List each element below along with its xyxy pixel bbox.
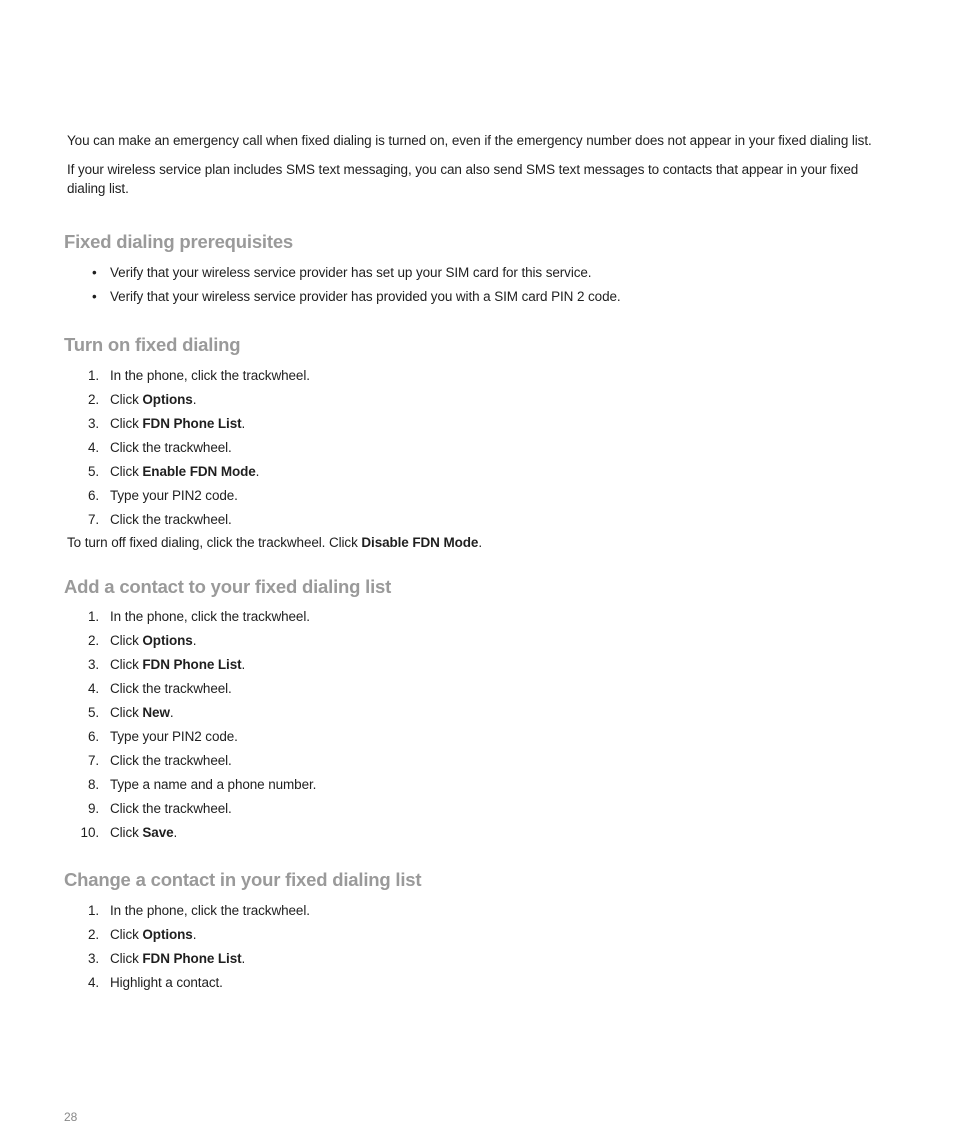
heading-change-contact: Change a contact in your fixed dialing list: [64, 869, 422, 890]
step-text-plain: Click: [110, 951, 143, 966]
step-number: 8.: [87, 777, 99, 792]
step-text-plain: Click the trackwheel.: [110, 753, 232, 768]
step-number: 2.: [87, 927, 99, 942]
step-text-plain: In the phone, click the trackwheel.: [110, 903, 310, 918]
step-text: [110, 751, 232, 770]
step-number: 9.: [87, 801, 99, 816]
step-text-end: .: [192, 633, 197, 648]
step-text-plain: Click the trackwheel.: [110, 681, 232, 696]
step-text-plain: Click: [110, 825, 143, 840]
turn-off-note-text: To turn off fixed dialing, click the trackwheel. Click: [67, 535, 362, 550]
step-text-end: .: [255, 464, 260, 479]
step-text: [110, 462, 259, 481]
step-number: 3.: [87, 657, 99, 672]
step-text-plain: Click: [110, 392, 143, 407]
step-text: [110, 366, 310, 385]
step-number: 3.: [87, 416, 99, 431]
step-text-end: .: [241, 416, 246, 431]
step-text: [110, 510, 232, 529]
step-text-bold: New: [142, 705, 170, 720]
heading-turn-on-fixed-dialing: Turn on fixed dialing: [64, 334, 241, 355]
intro-paragraph-emergency: You can make an emergency call when fixed dialing is turned on, even if the emergency number does not appear in your fixed dialing list.: [67, 133, 872, 148]
step-text: [110, 414, 245, 433]
step-text-plain: Click: [110, 416, 143, 431]
step-text-plain: In the phone, click the trackwheel.: [110, 368, 310, 383]
step-text-bold: Enable FDN Mode: [142, 464, 256, 479]
step-text: [110, 727, 238, 746]
step-text-plain: Click: [110, 633, 143, 648]
step-text-bold: FDN Phone List: [142, 416, 242, 431]
step-number: 10.: [80, 825, 99, 840]
step-text: [110, 390, 196, 409]
step-text: [110, 607, 310, 626]
step-text-plain: Click the trackwheel.: [110, 801, 232, 816]
step-number: 4.: [87, 681, 99, 696]
bullet-marker: •: [92, 265, 97, 280]
step-number: 1.: [87, 609, 99, 624]
step-text-plain: Click: [110, 657, 143, 672]
step-text: [110, 925, 196, 944]
intro-paragraph-sms: If your wireless service plan includes SMS text messaging, you can also send SMS text messages to contacts that appear in your fixed dialing list.: [67, 162, 859, 196]
step-text-plain: Click: [110, 464, 143, 479]
bullet-marker: •: [92, 289, 97, 304]
step-text-bold: FDN Phone List: [142, 657, 242, 672]
step-text-plain: Type your PIN2 code.: [110, 729, 238, 744]
step-text-plain: In the phone, click the trackwheel.: [110, 609, 310, 624]
step-text-end: .: [173, 825, 178, 840]
step-text: [110, 973, 223, 992]
step-number: 5.: [87, 464, 99, 479]
step-number: 3.: [87, 951, 99, 966]
turn-off-note-bold: Disable FDN Mode: [361, 535, 479, 550]
step-number: 6.: [87, 488, 99, 503]
step-text-end: .: [192, 927, 197, 942]
step-text-end: .: [241, 951, 246, 966]
step-text-plain: Click the trackwheel.: [110, 440, 232, 455]
step-text: [110, 775, 316, 794]
step-text: [110, 655, 245, 674]
step-number: 2.: [87, 392, 99, 407]
step-number: 1.: [87, 368, 99, 383]
step-text-bold: Options: [142, 392, 193, 407]
step-text-bold: Save: [142, 825, 174, 840]
step-number: 1.: [87, 903, 99, 918]
step-text-bold: Options: [142, 633, 193, 648]
step-text-end: .: [169, 705, 174, 720]
page-number: 28: [64, 1110, 78, 1124]
step-number: 2.: [87, 633, 99, 648]
step-text-bold: FDN Phone List: [142, 951, 242, 966]
step-text-plain: Click the trackwheel.: [110, 512, 232, 527]
step-number: 7.: [87, 512, 99, 527]
step-text: [110, 901, 310, 920]
turn-off-note-end: .: [478, 535, 482, 550]
step-text: [110, 799, 232, 818]
heading-fixed-dialing-prerequisites: Fixed dialing prerequisites: [64, 231, 293, 252]
step-text-bold: Options: [142, 927, 193, 942]
step-text: [110, 631, 196, 650]
step-number: 6.: [87, 729, 99, 744]
step-text: [110, 486, 238, 505]
step-number: 5.: [87, 705, 99, 720]
step-text-end: .: [192, 392, 197, 407]
step-number: 4.: [87, 975, 99, 990]
step-text-plain: Type a name and a phone number.: [110, 777, 317, 792]
step-text-plain: Click: [110, 927, 143, 942]
heading-add-contact: Add a contact to your fixed dialing list: [64, 576, 392, 597]
step-number: 7.: [87, 753, 99, 768]
step-text: [110, 949, 245, 968]
step-text-plain: Type your PIN2 code.: [110, 488, 238, 503]
step-text: [110, 823, 177, 842]
bullet-text: Verify that your wireless service provider has provided you with a SIM card PIN 2 code.: [110, 289, 621, 304]
step-text-end: .: [241, 657, 246, 672]
step-text: [110, 679, 232, 698]
bullet-text: Verify that your wireless service provider has set up your SIM card for this service.: [110, 265, 592, 280]
step-number: 4.: [87, 440, 99, 455]
step-text-plain: Highlight a contact.: [110, 975, 223, 990]
step-text: [110, 438, 232, 457]
step-text-plain: Click: [110, 705, 143, 720]
turn-off-note: [67, 533, 482, 552]
step-text: [110, 703, 174, 722]
